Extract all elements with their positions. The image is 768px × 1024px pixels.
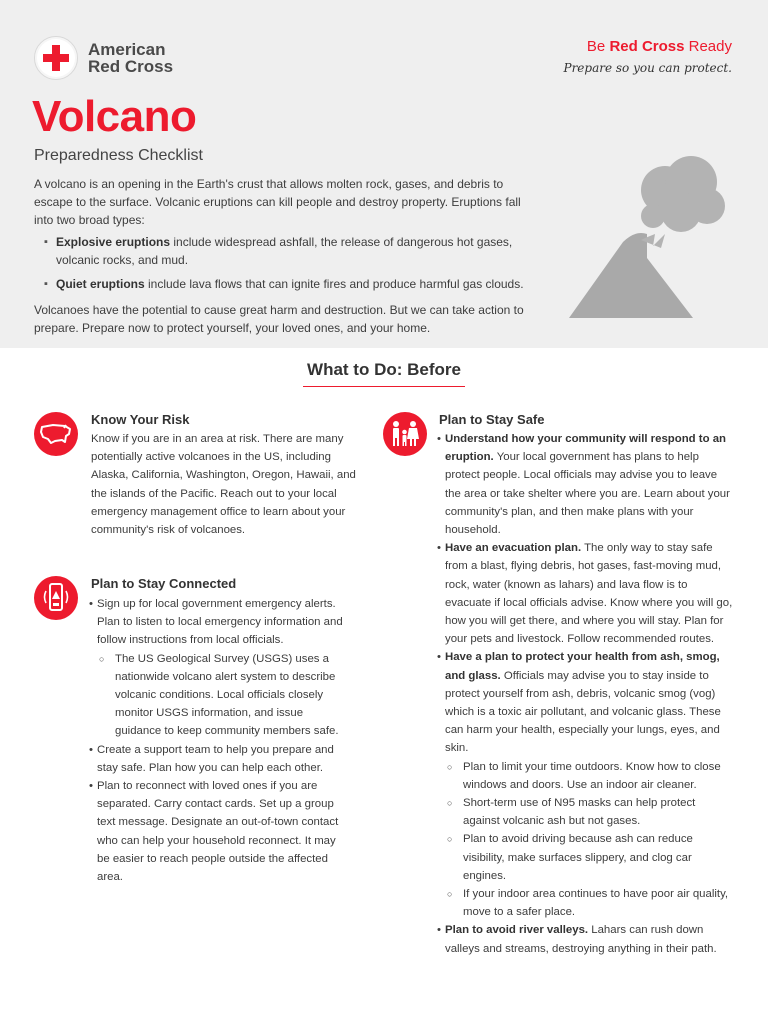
know-your-risk-text: Know if you are in an area at risk. There are many potentially active volcanoes in the US, including Alaska, California, Washington, Oregon, Hawaii, and the islands of the Pacific. Reach out to your local emergency management office to learn about your community's risk of volcanoes. bbox=[91, 433, 356, 537]
logo-line-1: American bbox=[88, 40, 166, 59]
list-item: ○ Short-term use of N95 masks can help protect against volcanic ash but not gases. bbox=[445, 794, 735, 830]
section-title: What to Do: Before bbox=[303, 360, 465, 387]
intro-paragraph-1: A volcano is an opening in the Earth's crust that allows molten rock, gases, and debris to escape to the surface. Volcanic eruptions can kill people and destroy property. Eruptions fall into two broad types: bbox=[34, 177, 521, 227]
family-icon bbox=[383, 412, 427, 456]
know-your-risk-title: Know Your Risk bbox=[91, 412, 190, 427]
intro-text bbox=[34, 175, 529, 337]
plan-safe-text bbox=[437, 430, 735, 958]
ready-tagline: Prepare so you can protect. bbox=[563, 61, 732, 75]
list-item: • Have an evacuation plan. The only way to stay safe from a blast, flying debris, hot gases, fast-moving mud, rock, water (known as lahars) and lava flow is to evacuate if local officials advise. Know where you will go, how you will get there, and where you will stay. Plan for your pets and livestock. Follow recommended routes. bbox=[437, 539, 735, 648]
page-subtitle: Preparedness Checklist bbox=[34, 147, 203, 164]
list-item: ▪ Quiet eruptions include lava flows that can ignite fires and produce harmful gas clouds. bbox=[56, 275, 529, 293]
page-title: Volcano bbox=[32, 92, 197, 141]
phone-alert-icon bbox=[34, 576, 78, 620]
american-red-cross-logo[interactable] bbox=[34, 36, 173, 80]
plan-safe-title: Plan to Stay Safe bbox=[439, 412, 545, 427]
ready-title: Be Red Cross Ready bbox=[586, 38, 732, 55]
intro-paragraph-2: Volcanoes have the potential to cause great harm and destruction. But we can take action to prepare. Prepare now to protect yourself, your loved ones, and your home. bbox=[34, 303, 524, 335]
list-item: ○ Plan to limit your time outdoors. Know how to close windows and doors. Use an indoor air cleaner. bbox=[445, 758, 735, 794]
plan-connected-title: Plan to Stay Connected bbox=[91, 576, 237, 591]
list-item: • Understand how your community will respond to an eruption. Your local government has plans to help protect people. Local officials may advise you to leave the area or take shelter where you are. Learn about your community's plan, and then make plans with your household. bbox=[437, 430, 735, 539]
logo-text bbox=[88, 41, 173, 75]
red-cross-logo-icon bbox=[34, 36, 78, 80]
logo-line-2: Red Cross bbox=[88, 57, 174, 76]
us-map-icon bbox=[34, 412, 78, 456]
list-item: • Have a plan to protect your health from ash, smog, and glass. Officials may advise you to stay inside to protect yourself from ash, debris, volcanic smog (vog) which is a toxic air pollutant, and volcanic glass. These can harm your health, especially your lungs, eyes, and skin. bbox=[437, 648, 735, 757]
list-item: • Sign up for local government emergency alerts. Plan to listen to local emergency information and follow instructions from local officials. bbox=[89, 595, 351, 650]
list-item: • Plan to reconnect with loved ones if you are separated. Carry contact cards. Set up a group text message. Designate an out-of-town contact who can help your household reconnect. It may be easier to reach people outside the affected area. bbox=[89, 777, 351, 886]
eruption-types-list bbox=[34, 233, 529, 293]
list-item: ▪ Explosive eruptions include widespread ashfall, the release of dangerous hot gases, volcanic rocks, and mud. bbox=[56, 233, 529, 269]
list-item: • Plan to avoid river valleys. Lahars can rush down valleys and streams, destroying anything in their path. bbox=[437, 921, 735, 957]
section-what-to-do-before bbox=[0, 360, 768, 387]
list-item: ○ Plan to avoid driving because ash can reduce visibility, make surfaces slippery, and clog car engines. bbox=[445, 830, 735, 885]
plan-connected-text bbox=[89, 595, 351, 886]
list-item: ○ If your indoor area continues to have poor air quality, move to a safer place. bbox=[445, 885, 735, 921]
be-ready-branding bbox=[564, 38, 733, 75]
list-item: • Create a support team to help you prepare and stay safe. Plan how you can help each other. bbox=[89, 741, 351, 777]
list-item: ○ The US Geological Survey (USGS) uses a nationwide volcano alert system to describe volcanic conditions. Local officials closely monitor USGS information, and issue guidance to keep community members safe. bbox=[97, 650, 351, 741]
volcano-illustration-icon bbox=[565, 150, 735, 325]
